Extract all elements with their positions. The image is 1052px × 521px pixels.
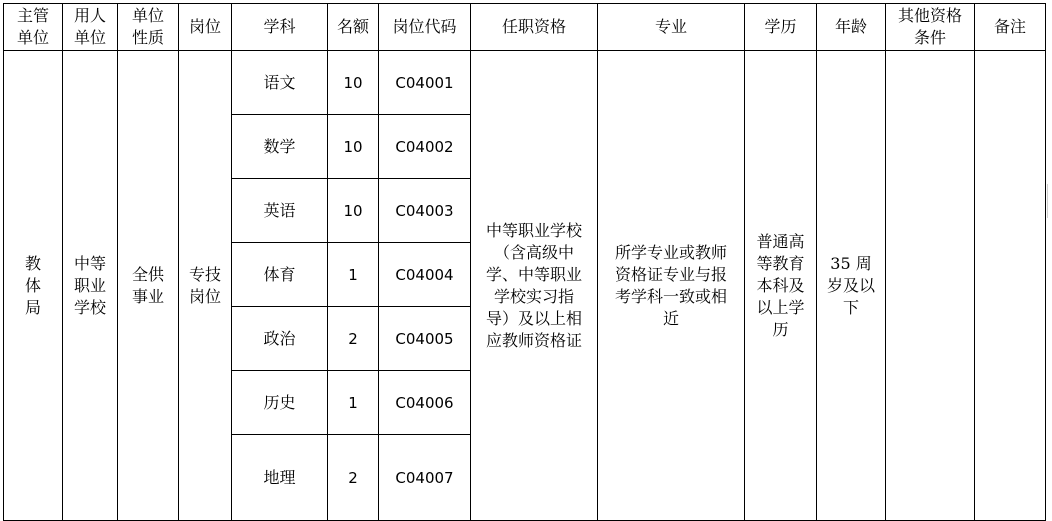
scrollbar-edge[interactable] — [1047, 184, 1052, 218]
header-post: 岗位 — [179, 4, 232, 51]
header-remarks: 备注 — [975, 4, 1046, 51]
cell-subject: 体育 — [232, 243, 328, 307]
cell-quota: 10 — [328, 51, 379, 115]
header-subject: 学科 — [232, 4, 328, 51]
header-other-conditions: 其他资格 条件 — [886, 4, 975, 51]
cell-major: 所学专业或教师 资格证专业与报 考学科一致或相 近 — [598, 51, 745, 521]
cell-subject: 地理 — [232, 435, 328, 521]
header-employer: 用人 单位 — [63, 4, 118, 51]
cell-quota: 10 — [328, 115, 379, 179]
cell-quota: 2 — [328, 435, 379, 521]
cell-post-code: C04003 — [379, 179, 471, 243]
cell-qualification: 中等职业学校 （含高级中 学、中等职业 学校实习指 导）及以上相 应教师资格证 — [471, 51, 598, 521]
header-qualification: 任职资格 — [471, 4, 598, 51]
header-supervisor: 主管 单位 — [4, 4, 63, 51]
cell-quota: 1 — [328, 371, 379, 435]
table-row — [4, 51, 1046, 115]
header-education: 学历 — [745, 4, 817, 51]
cell-quota: 10 — [328, 179, 379, 243]
cell-other-conditions — [886, 51, 975, 521]
cell-employer: 中等 职业 学校 — [63, 51, 118, 521]
cell-subject: 数学 — [232, 115, 328, 179]
cell-age: 35 周 岁及以 下 — [817, 51, 886, 521]
cell-subject: 政治 — [232, 307, 328, 371]
header-row — [4, 4, 1046, 51]
cell-post-code: C04007 — [379, 435, 471, 521]
recruitment-table — [3, 3, 1046, 521]
cell-remarks — [975, 51, 1046, 521]
header-major: 专业 — [598, 4, 745, 51]
cell-subject: 语文 — [232, 51, 328, 115]
header-quota: 名额 — [328, 4, 379, 51]
cell-post-code: C04002 — [379, 115, 471, 179]
header-age: 年龄 — [817, 4, 886, 51]
header-post-code: 岗位代码 — [379, 4, 471, 51]
cell-post-code: C04004 — [379, 243, 471, 307]
cell-subject: 英语 — [232, 179, 328, 243]
cell-post-code: C04001 — [379, 51, 471, 115]
cell-post-code: C04006 — [379, 371, 471, 435]
header-unit-nature: 单位 性质 — [118, 4, 179, 51]
cell-unit-nature: 全供 事业 — [118, 51, 179, 521]
cell-quota: 1 — [328, 243, 379, 307]
cell-post: 专技 岗位 — [179, 51, 232, 521]
cell-education: 普通高 等教育 本科及 以上学 历 — [745, 51, 817, 521]
cell-quota: 2 — [328, 307, 379, 371]
cell-supervisor: 教 体 局 — [4, 51, 63, 521]
cell-post-code: C04005 — [379, 307, 471, 371]
cell-subject: 历史 — [232, 371, 328, 435]
